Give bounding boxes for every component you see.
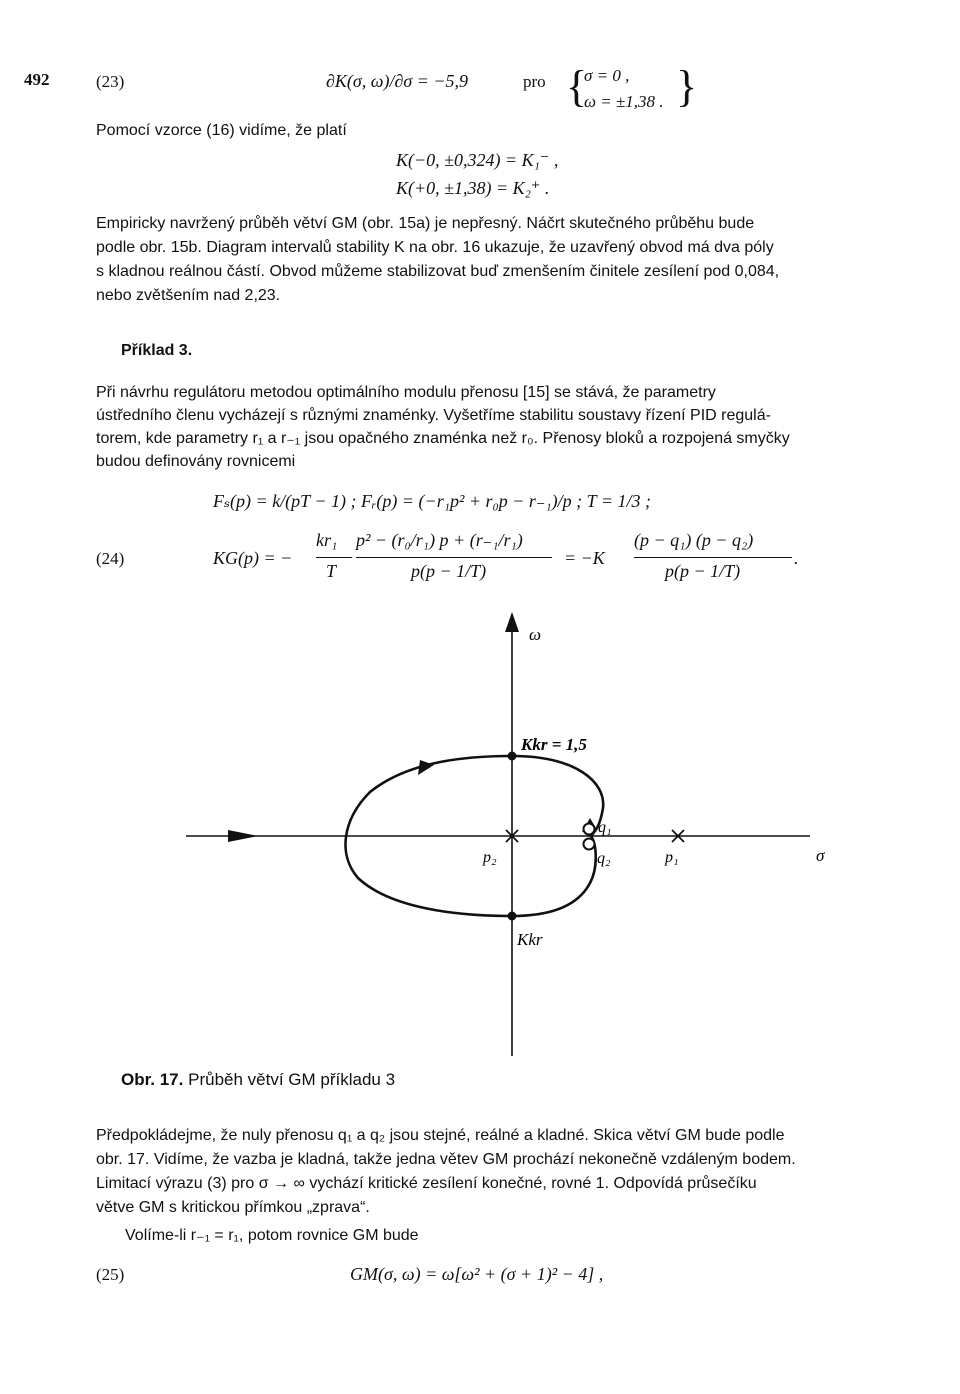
figure-caption-text: Průběh větví GM příkladu 3 — [188, 1070, 396, 1089]
branch-direction-arrow — [228, 830, 258, 842]
equation-24-lhs: KG(p) = − — [213, 548, 293, 568]
zero-q2-marker — [584, 839, 595, 850]
paragraph-2 — [96, 381, 916, 473]
paragraph-line: podle obr. 15b. Diagram intervalů stability K na obr. 16 ukazuje, že uzavřený obvod má dva póly — [96, 239, 774, 256]
fraction-1-denominator: T — [326, 561, 337, 581]
figure-caption — [121, 1070, 395, 1090]
paragraph-line: Empiricky navržený průběh větví GM (obr. 15a) je nepřesný. Náčrt skutečného průběhu bude — [96, 215, 755, 232]
equation-23-lhs: ∂K(σ, ω)/∂σ = −5,9 — [326, 71, 469, 91]
zero-q1-marker — [584, 824, 595, 835]
fraction-2-bar — [356, 557, 552, 558]
fraction-1-bar — [316, 557, 352, 558]
omega-axis-arrow — [505, 612, 519, 632]
kkr-top-label: Kkr = 1,5 — [521, 735, 587, 754]
paragraph-line: obr. 17. Vidíme, že vazba je kladná, takže jedna větev GM prochází nekonečně vzdáleným bodem. — [96, 1151, 796, 1168]
volime-line: Volíme-li r₋₁ = r₁, potom rovnice GM bude — [125, 1227, 419, 1244]
equation-24-label: (24) — [96, 549, 125, 568]
p2-label: p₂ — [483, 849, 497, 866]
example-title: Příklad 3. — [121, 342, 193, 359]
fraction-3-denominator: p(p − 1/T) — [665, 561, 741, 581]
equation-24-mid: = −K — [564, 548, 605, 568]
page-number: 492 — [24, 70, 50, 89]
equation-23-pro: pro — [523, 72, 546, 91]
branch-arrow-top — [418, 760, 434, 775]
equation-23-label: (23) — [96, 72, 125, 91]
paragraph-line: budou definovány rovnicemi — [96, 453, 296, 470]
paragraph-line: Limitací výrazu (3) pro σ → ∞ vychází kritické zesílení konečné, rovné 1. Odpovídá průsečíku — [96, 1175, 757, 1192]
paragraph-line: Při návrhu regulátoru metodou optimálního modulu přenosu [15] se stává, že parametry — [96, 384, 716, 401]
paragraph-1 — [96, 212, 916, 308]
kkr-bottom-point — [508, 912, 517, 921]
q1-label: q₁ — [598, 819, 612, 836]
fraction-3-bar — [634, 557, 792, 558]
omega-label: ω — [529, 625, 542, 644]
intro-line: Pomocí vzorce (16) vidíme, že platí — [96, 122, 347, 139]
k-equation-2: K(+0, ±1,38) = K₂⁺ . — [396, 178, 550, 198]
equation-25-label: (25) — [96, 1265, 125, 1284]
paragraph-line: nebo zvětšením nad 2,23. — [96, 287, 281, 304]
brace-right: } — [676, 62, 698, 111]
equation-24-end: . — [794, 548, 799, 568]
equation-transfer-functions: Fₛ(p) = k/(pT − 1) ; Fᵣ(p) = (−r₁p² + r₀p − r₋₁)/p ; T = 1/3 ; — [213, 491, 651, 511]
fraction-2-denominator: p(p − 1/T) — [411, 561, 487, 581]
paragraph-line: torem, kde parametry r₁ a r₋₁ jsou opačného znaménka než r₀. Přenosy bloků a rozpojená smyčky — [96, 430, 790, 447]
kkr-bottom-label: Kkr — [517, 930, 543, 949]
equation-23-condition-sigma: σ = 0 , — [584, 66, 630, 85]
paragraph-line: Předpokládejme, že nuly přenosu q₁ a q₂ jsou stejné, reálné a kladné. Skica větví GM bude podle — [96, 1127, 785, 1144]
brace-left: { — [566, 62, 588, 111]
kkr-top-point — [508, 752, 517, 761]
p1-label: p₁ — [665, 849, 679, 866]
figure-17 — [0, 600, 960, 1070]
k-equation-1: K(−0, ±0,324) = K₁⁻ , — [396, 150, 559, 170]
paragraph-line: ústředního členu vycházejí s různými znaménky. Vyšetříme stabilitu soustavy řízení PID regulá- — [96, 407, 771, 424]
fraction-2-numerator: p² − (r₀/r₁) p + (r₋₁/r₁) — [356, 530, 523, 550]
q2-label: q₂ — [597, 850, 611, 867]
equation-25-expression: GM(σ, ω) = ω[ω² + (σ + 1)² − 4] , — [350, 1264, 604, 1284]
equation-23-condition-omega: ω = ±1,38 . — [584, 92, 664, 111]
fraction-1-numerator: kr₁ — [316, 530, 338, 550]
paragraph-line: s kladnou reálnou částí. Obvod můžeme stabilizovat buď zmenšením činitele zesílení pod 0,084, — [96, 263, 780, 280]
fraction-3-numerator: (p − q₁) (p − q₂) — [634, 530, 754, 550]
figure-caption-prefix: Obr. 17. — [121, 1070, 184, 1089]
paragraph-line: větve GM s kritickou přímkou „zprava“. — [96, 1199, 370, 1216]
paragraph-3 — [96, 1124, 916, 1220]
sigma-label: σ — [816, 846, 825, 865]
